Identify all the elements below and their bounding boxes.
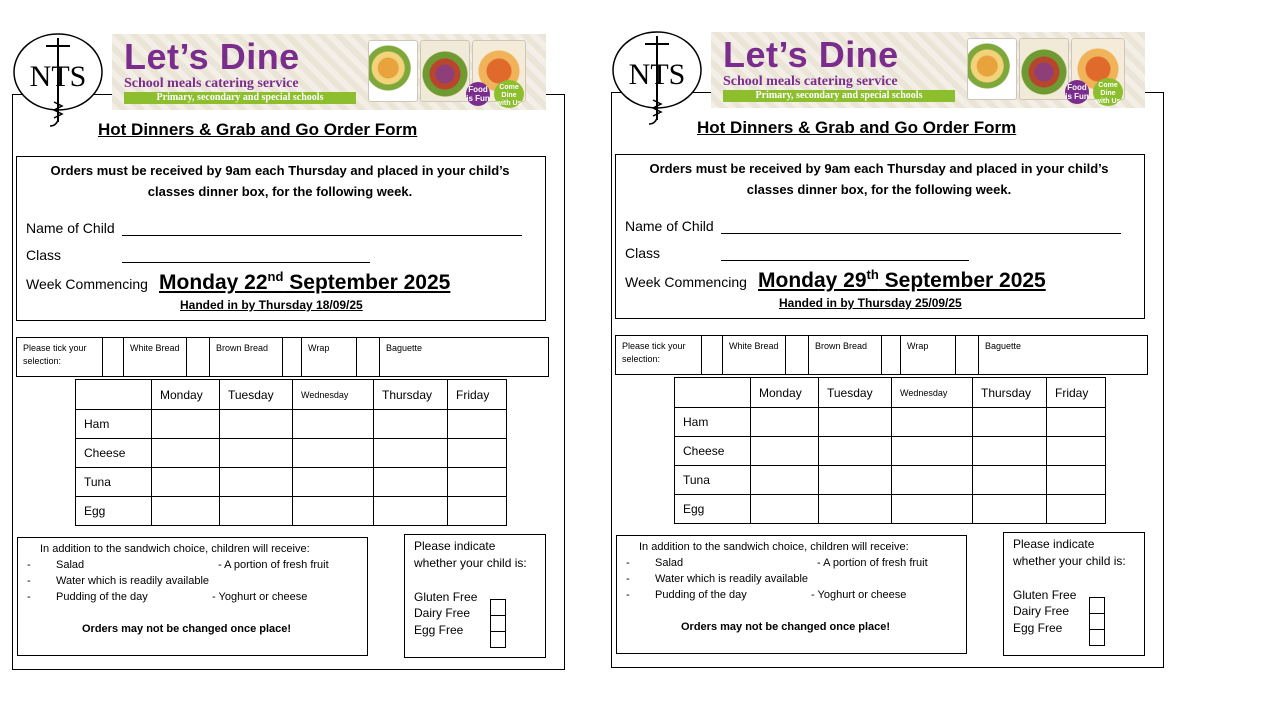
order-form-week-1 bbox=[0, 0, 600, 680]
grid-cell[interactable] bbox=[892, 408, 973, 437]
order-form-week-2 bbox=[599, 0, 1199, 678]
addition-fruit: - A portion of fresh fruit bbox=[218, 559, 329, 571]
food-photo-2 bbox=[420, 40, 470, 102]
dietary-egg-free: Egg Free bbox=[1013, 621, 1063, 635]
week-day-suffix: th bbox=[866, 267, 879, 282]
filling-cheese: Cheese bbox=[76, 439, 152, 468]
grid-cell[interactable] bbox=[448, 497, 507, 526]
filling-tuna: Tuna bbox=[76, 468, 152, 497]
bread-prompt: Please tick your selection: bbox=[616, 336, 702, 375]
gluten-free-checkbox[interactable] bbox=[1089, 597, 1105, 614]
grid-cell[interactable] bbox=[374, 468, 448, 497]
sandwich-grid bbox=[75, 379, 507, 526]
table-row bbox=[675, 408, 1106, 437]
filling-ham: Ham bbox=[76, 410, 152, 439]
day-header-tuesday: Tuesday bbox=[819, 378, 892, 408]
bread-prompt: Please tick your selection: bbox=[17, 338, 103, 377]
grid-cell[interactable] bbox=[448, 468, 507, 497]
grid-cell[interactable] bbox=[293, 497, 374, 526]
dietary-dairy-free: Dairy Free bbox=[1013, 604, 1070, 618]
child-name-field[interactable] bbox=[122, 235, 522, 236]
bread-tick-brown[interactable] bbox=[187, 338, 210, 377]
grid-cell[interactable] bbox=[220, 410, 293, 439]
filling-egg: Egg bbox=[675, 495, 751, 524]
week-commencing-label: Week Commencing bbox=[625, 274, 747, 290]
bread-tick-brown[interactable] bbox=[786, 336, 809, 375]
grid-cell[interactable] bbox=[751, 495, 819, 524]
food-photo-1 bbox=[368, 40, 418, 102]
grid-cell[interactable] bbox=[819, 495, 892, 524]
egg-free-checkbox[interactable] bbox=[1089, 629, 1105, 646]
class-field[interactable] bbox=[122, 262, 370, 263]
handed-in-deadline: Handed in by Thursday 25/09/25 bbox=[779, 296, 962, 310]
filling-ham: Ham bbox=[675, 408, 751, 437]
grid-cell[interactable] bbox=[220, 468, 293, 497]
egg-free-checkbox[interactable] bbox=[490, 631, 506, 648]
bread-option-white: White Bread bbox=[124, 338, 187, 377]
lets-dine-banner bbox=[112, 34, 546, 110]
lets-dine-banner bbox=[711, 32, 1145, 108]
bread-option-wrap: Wrap bbox=[901, 336, 956, 375]
grid-cell[interactable] bbox=[152, 410, 220, 439]
day-header-friday: Friday bbox=[1047, 378, 1106, 408]
week-month-year: September 2025 bbox=[878, 269, 1046, 292]
grid-cell[interactable] bbox=[1047, 495, 1106, 524]
class-label: Class bbox=[625, 245, 661, 261]
bullet: - bbox=[626, 589, 630, 601]
week-commencing-date bbox=[758, 267, 1046, 293]
addition-salad: Salad bbox=[56, 559, 85, 571]
grid-cell[interactable] bbox=[973, 495, 1047, 524]
grid-cell[interactable] bbox=[819, 408, 892, 437]
grid-corner bbox=[76, 380, 152, 410]
child-name-label: Name of Child bbox=[26, 220, 115, 236]
bread-option-brown: Brown Bread bbox=[809, 336, 882, 375]
grid-header-row bbox=[76, 380, 507, 410]
grid-cell[interactable] bbox=[293, 468, 374, 497]
bread-tick-baguette[interactable] bbox=[357, 338, 380, 377]
day-header-friday: Friday bbox=[448, 380, 507, 410]
grid-cell[interactable] bbox=[973, 408, 1047, 437]
dairy-free-checkbox[interactable] bbox=[1089, 613, 1105, 630]
grid-cell[interactable] bbox=[293, 439, 374, 468]
grid-cell[interactable] bbox=[892, 495, 973, 524]
grid-cell[interactable] bbox=[892, 437, 973, 466]
grid-cell[interactable] bbox=[152, 497, 220, 526]
filling-cheese: Cheese bbox=[675, 437, 751, 466]
bread-selection-table bbox=[615, 335, 1148, 375]
grid-cell[interactable] bbox=[152, 468, 220, 497]
child-name-field[interactable] bbox=[721, 233, 1121, 234]
day-header-tuesday: Tuesday bbox=[220, 380, 293, 410]
bullet: - bbox=[626, 557, 630, 569]
grid-cell[interactable] bbox=[751, 437, 819, 466]
table-row bbox=[76, 410, 507, 439]
day-header-monday: Monday bbox=[751, 378, 819, 408]
addition-fruit: - A portion of fresh fruit bbox=[817, 557, 928, 569]
grid-cell[interactable] bbox=[448, 410, 507, 439]
week-day: Monday 22 bbox=[159, 271, 268, 294]
grid-cell[interactable] bbox=[892, 466, 973, 495]
day-header-thursday: Thursday bbox=[374, 380, 448, 410]
bread-option-brown: Brown Bread bbox=[210, 338, 283, 377]
grid-cell[interactable] bbox=[1047, 408, 1106, 437]
grid-cell[interactable] bbox=[819, 466, 892, 495]
food-is-fun-badge: Food is Fun bbox=[1065, 80, 1089, 104]
bread-option-baguette: Baguette bbox=[380, 338, 549, 377]
bullet: - bbox=[27, 559, 31, 571]
grid-header-row bbox=[675, 378, 1106, 408]
order-deadline-notice: Orders must be received by 9am each Thursday and placed in your child’s classes dinner box, for the following week. bbox=[649, 161, 1109, 197]
day-header-wednesday: Wednesday bbox=[293, 380, 374, 410]
week-day-suffix: nd bbox=[267, 269, 284, 284]
grid-cell[interactable] bbox=[220, 497, 293, 526]
table-row bbox=[675, 495, 1106, 524]
child-name-label: Name of Child bbox=[625, 218, 714, 234]
grid-cell[interactable] bbox=[819, 437, 892, 466]
bread-selection-table bbox=[16, 337, 549, 377]
addition-yoghurt: - Yoghurt or cheese bbox=[212, 591, 308, 603]
bullet: - bbox=[27, 575, 31, 587]
filling-egg: Egg bbox=[76, 497, 152, 526]
week-commencing-label: Week Commencing bbox=[26, 276, 148, 292]
dairy-free-checkbox[interactable] bbox=[490, 615, 506, 632]
food-photo-2 bbox=[1019, 38, 1069, 100]
grid-cell[interactable] bbox=[973, 437, 1047, 466]
school-logo bbox=[10, 32, 106, 128]
bullet: - bbox=[626, 573, 630, 585]
table-row bbox=[76, 439, 507, 468]
addition-yoghurt: - Yoghurt or cheese bbox=[811, 589, 907, 601]
banner-strip: Primary, secondary and special schools bbox=[723, 90, 955, 102]
form-title: Hot Dinners & Grab and Go Order Form bbox=[697, 118, 1017, 137]
filling-tuna: Tuna bbox=[675, 466, 751, 495]
addition-water: Water which is readily available bbox=[56, 575, 210, 587]
come-dine-badge: Come Dine with Us bbox=[1093, 78, 1123, 106]
form-title: Hot Dinners & Grab and Go Order Form bbox=[98, 120, 418, 139]
table-row bbox=[675, 437, 1106, 466]
day-header-wednesday: Wednesday bbox=[892, 378, 973, 408]
grid-cell[interactable] bbox=[374, 497, 448, 526]
addition-water: Water which is readily available bbox=[655, 573, 809, 585]
gluten-free-checkbox[interactable] bbox=[490, 599, 506, 616]
school-logo bbox=[609, 30, 705, 126]
grid-cell[interactable] bbox=[1047, 437, 1106, 466]
class-label: Class bbox=[26, 247, 62, 263]
grid-cell[interactable] bbox=[448, 439, 507, 468]
dietary-dairy-free: Dairy Free bbox=[414, 606, 471, 620]
banner-subtitle: School meals catering service bbox=[124, 76, 299, 91]
addition-pudding: Pudding of the day bbox=[56, 591, 148, 603]
grid-cell[interactable] bbox=[751, 466, 819, 495]
banner-brand: Let’s Dine bbox=[723, 34, 899, 75]
sandwich-grid bbox=[674, 377, 1106, 524]
bread-tick-white[interactable] bbox=[103, 338, 124, 377]
dietary-egg-free: Egg Free bbox=[414, 623, 464, 637]
grid-cell[interactable] bbox=[374, 439, 448, 468]
addition-pudding: Pudding of the day bbox=[655, 589, 747, 601]
addition-salad: Salad bbox=[655, 557, 684, 569]
no-changes-note: Orders may not be changed once place! bbox=[681, 621, 891, 633]
dietary-prompt: Please indicate whether your child is: bbox=[1013, 537, 1126, 568]
bread-option-wrap: Wrap bbox=[302, 338, 357, 377]
grid-corner bbox=[675, 378, 751, 408]
banner-brand: Let’s Dine bbox=[124, 36, 300, 77]
additions-intro: In addition to the sandwich choice, children will receive: bbox=[639, 541, 909, 553]
bullet: - bbox=[27, 591, 31, 603]
order-deadline-notice: Orders must be received by 9am each Thursday and placed in your child’s classes dinner box, for the following week. bbox=[50, 163, 510, 199]
bread-tick-baguette[interactable] bbox=[956, 336, 979, 375]
come-dine-badge: Come Dine with Us bbox=[494, 80, 524, 108]
bread-option-baguette: Baguette bbox=[979, 336, 1148, 375]
table-row bbox=[76, 468, 507, 497]
grid-cell[interactable] bbox=[152, 439, 220, 468]
logo-text: NTS bbox=[29, 60, 87, 93]
table-row bbox=[76, 497, 507, 526]
grid-cell[interactable] bbox=[973, 466, 1047, 495]
week-commencing-date bbox=[159, 269, 450, 295]
bread-tick-white[interactable] bbox=[702, 336, 723, 375]
day-header-thursday: Thursday bbox=[973, 378, 1047, 408]
food-photo-1 bbox=[967, 38, 1017, 100]
bread-option-white: White Bread bbox=[723, 336, 786, 375]
week-day: Monday 29 bbox=[758, 269, 867, 292]
dietary-gluten-free: Gluten Free bbox=[1013, 588, 1077, 602]
grid-cell[interactable] bbox=[220, 439, 293, 468]
dietary-prompt: Please indicate whether your child is: bbox=[414, 539, 527, 570]
week-month-year: September 2025 bbox=[283, 271, 451, 294]
grid-cell[interactable] bbox=[374, 410, 448, 439]
table-row bbox=[675, 466, 1106, 495]
handed-in-deadline: Handed in by Thursday 18/09/25 bbox=[180, 298, 363, 312]
additions-intro: In addition to the sandwich choice, children will receive: bbox=[40, 543, 310, 555]
logo-text: NTS bbox=[628, 58, 686, 91]
grid-cell[interactable] bbox=[293, 410, 374, 439]
banner-subtitle: School meals catering service bbox=[723, 74, 898, 89]
bread-tick-wrap[interactable] bbox=[882, 336, 901, 375]
bread-tick-wrap[interactable] bbox=[283, 338, 302, 377]
grid-cell[interactable] bbox=[1047, 466, 1106, 495]
food-is-fun-badge: Food is Fun bbox=[466, 82, 490, 106]
class-field[interactable] bbox=[721, 260, 969, 261]
no-changes-note: Orders may not be changed once place! bbox=[82, 623, 292, 635]
banner-strip: Primary, secondary and special schools bbox=[124, 92, 356, 104]
grid-cell[interactable] bbox=[751, 408, 819, 437]
dietary-gluten-free: Gluten Free bbox=[414, 590, 478, 604]
day-header-monday: Monday bbox=[152, 380, 220, 410]
